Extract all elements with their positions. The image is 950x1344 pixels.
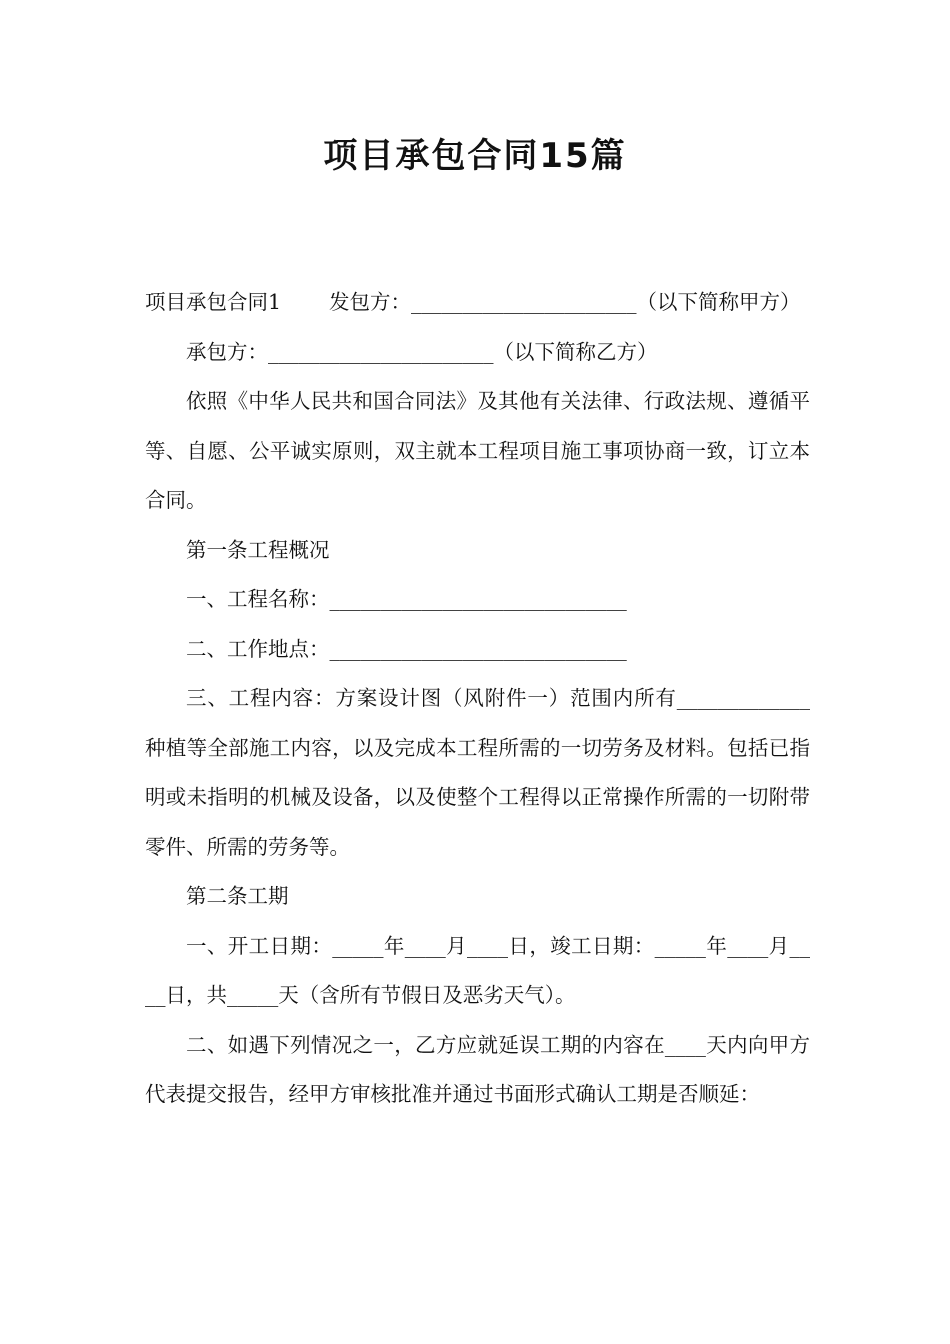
article-2-title: 第二条工期 <box>186 884 289 908</box>
document-title: 项目承包合同15篇 <box>323 136 627 176</box>
contract-heading-label: 项目承包合同1 <box>145 290 282 314</box>
project-content-paragraph: 三、工程内容：方案设计图（风附件一）范围内所有_____________种植等全部施工内容，以及完成本工程所需的一切劳务及材料。包括已指明或未指明的机械及设备，以及使整个工程得以正常操作所需的一切附带零件、所需的劳务等。 <box>145 686 810 859</box>
delay-clause-paragraph: 二、如遇下列情况之一，乙方应就延误工期的内容在____天内向甲方代表提交报告，经甲方审核批准并通过书面形式确认工期是否顺延： <box>145 1032 810 1106</box>
work-location-line: 二、工作地点：_____________________________ <box>186 636 627 661</box>
article-1-title: 第一条工程概况 <box>186 537 330 562</box>
project-name-line: 一、工程名称：_____________________________ <box>186 587 627 611</box>
preamble-paragraph: 依照《中华人民共和国合同法》及其他有关法律、行政法规、遵循平等、自愿、公平诚实原则，双主就本工程项目施工事项协商一致，订立本合同。 <box>145 389 810 512</box>
schedule-paragraph: 一、开工日期：_____年____月____日，竣工日期：_____年____月____日，共_____天（含所有节假日及恶劣天气）。 <box>145 933 810 1007</box>
party-b-line: 承包方：______________________（以下简称乙方） <box>186 339 658 364</box>
party-a-line: 发包方：______________________（以下简称甲方） <box>329 290 801 314</box>
contract-heading-paragraph <box>145 278 810 328</box>
document-body <box>145 278 810 1120</box>
